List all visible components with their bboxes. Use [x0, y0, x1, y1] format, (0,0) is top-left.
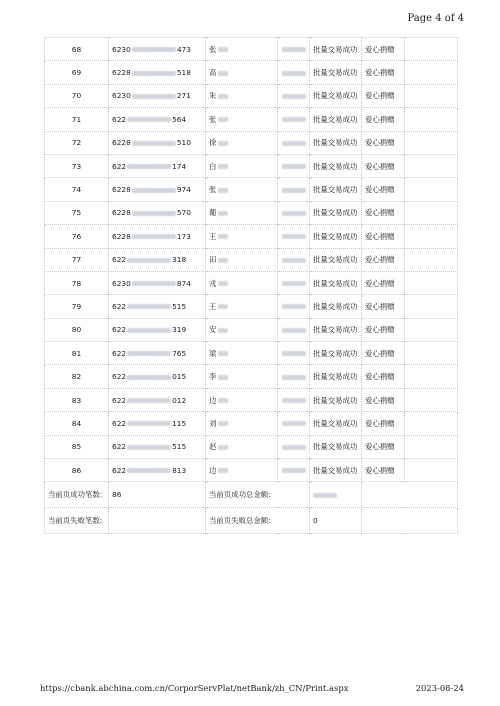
table-row — [45, 154, 458, 177]
redacted-name — [218, 281, 228, 286]
payee-name — [206, 271, 278, 294]
amount — [278, 318, 310, 341]
row-number: 86 — [45, 459, 109, 482]
empty-cell — [405, 38, 458, 61]
account-number — [109, 201, 206, 224]
payee-surname: 张 — [209, 185, 217, 195]
amount — [278, 84, 310, 107]
purpose: 爱心捐赠 — [362, 388, 405, 411]
status: 批量交易成功 — [310, 388, 362, 411]
account-number — [109, 248, 206, 271]
account-prefix: 622 — [112, 442, 127, 452]
redacted-amount — [282, 188, 306, 193]
purpose: 爱心捐赠 — [362, 271, 405, 294]
account-suffix: 515 — [172, 301, 187, 311]
status: 批量交易成功 — [310, 201, 362, 224]
amount — [278, 131, 310, 154]
table-row — [45, 248, 458, 271]
account-prefix: 6228 — [112, 68, 131, 78]
account-number — [109, 108, 206, 131]
row-number: 80 — [45, 318, 109, 341]
purpose: 爱心捐赠 — [362, 178, 405, 201]
redacted-digits — [127, 164, 171, 169]
account-prefix: 622 — [112, 372, 127, 382]
payee-surname: 葡 — [209, 208, 217, 218]
purpose: 爱心捐赠 — [362, 365, 405, 388]
account-suffix: 173 — [176, 231, 191, 241]
success-count-value: 86 — [109, 482, 206, 508]
row-number: 69 — [45, 61, 109, 84]
row-number: 70 — [45, 84, 109, 107]
account-prefix: 622 — [112, 255, 127, 265]
account-suffix: 015 — [172, 372, 187, 382]
redacted-name — [218, 234, 228, 239]
table-row — [45, 412, 458, 435]
status: 批量交易成功 — [310, 61, 362, 84]
payee-name — [206, 154, 278, 177]
account-suffix: 012 — [172, 395, 187, 405]
purpose: 爱心捐赠 — [362, 435, 405, 458]
summary-section — [45, 482, 458, 534]
account-prefix: 622 — [112, 114, 127, 124]
payee-name — [206, 412, 278, 435]
table-row — [45, 459, 458, 482]
payee-name — [206, 178, 278, 201]
purpose: 爱心捐赠 — [362, 459, 405, 482]
purpose: 爱心捐赠 — [362, 225, 405, 248]
payee-surname: 白 — [209, 161, 217, 171]
amount — [278, 178, 310, 201]
empty-cell — [405, 388, 458, 411]
row-number: 68 — [45, 38, 109, 61]
payee-surname: 梁 — [209, 348, 217, 358]
amount — [278, 412, 310, 435]
empty-cell — [405, 271, 458, 294]
payee-surname: 安 — [209, 325, 217, 335]
redacted-amount — [282, 94, 306, 99]
redacted-name — [218, 304, 228, 309]
account-prefix: 6230 — [112, 278, 131, 288]
empty-cell — [405, 318, 458, 341]
table-row — [45, 365, 458, 388]
payee-name — [206, 131, 278, 154]
status: 批量交易成功 — [310, 154, 362, 177]
redacted-amount — [282, 117, 306, 122]
redacted-name — [218, 351, 228, 356]
redacted-amount — [282, 47, 306, 52]
account-prefix: 622 — [112, 348, 127, 358]
account-suffix: 564 — [172, 114, 187, 124]
amount — [278, 248, 310, 271]
amount — [278, 108, 310, 131]
redacted-digits — [127, 445, 171, 450]
redacted-amount — [282, 141, 306, 146]
redacted-name — [218, 94, 228, 99]
transaction-rows — [45, 38, 458, 482]
account-number — [109, 225, 206, 248]
amount — [278, 61, 310, 84]
redacted-digits — [127, 351, 171, 356]
purpose: 爱心捐赠 — [362, 84, 405, 107]
payee-name — [206, 295, 278, 318]
account-suffix: 510 — [176, 138, 191, 148]
purpose: 爱心捐赠 — [362, 131, 405, 154]
account-number — [109, 342, 206, 365]
account-suffix: 473 — [176, 44, 191, 54]
payee-surname: 张 — [209, 44, 217, 54]
account-prefix: 622 — [112, 465, 127, 475]
row-number: 78 — [45, 271, 109, 294]
redacted-amount — [282, 71, 306, 76]
empty-cell — [405, 131, 458, 154]
purpose: 爱心捐赠 — [362, 38, 405, 61]
payee-name — [206, 108, 278, 131]
account-prefix: 622 — [112, 301, 127, 311]
account-number — [109, 131, 206, 154]
purpose: 爱心捐赠 — [362, 318, 405, 341]
payee-surname: 高 — [209, 68, 217, 78]
amount — [278, 225, 310, 248]
account-suffix: 974 — [176, 185, 191, 195]
payee-name — [206, 61, 278, 84]
status: 批量交易成功 — [310, 365, 362, 388]
account-number — [109, 154, 206, 177]
footer-url: https://cbank.abchina.com.cn/CorporServPlat/netBank/zh_CN/Print.aspx — [40, 683, 349, 693]
redacted-digits — [127, 258, 171, 263]
purpose: 爱心捐赠 — [362, 154, 405, 177]
redacted-name — [218, 398, 228, 403]
account-suffix: 271 — [176, 91, 191, 101]
fail-amount-value: 0 — [310, 508, 362, 534]
redacted-digits — [132, 234, 176, 239]
redacted-digits — [132, 47, 176, 52]
summary-row-success — [45, 482, 458, 508]
amount — [278, 295, 310, 318]
account-prefix: 6228 — [112, 185, 131, 195]
payee-surname: 赵 — [209, 442, 217, 452]
empty-cell — [405, 248, 458, 271]
account-prefix: 622 — [112, 325, 127, 335]
account-prefix: 6228 — [112, 208, 131, 218]
status: 批量交易成功 — [310, 459, 362, 482]
redacted-amount — [313, 493, 337, 498]
payee-name — [206, 201, 278, 224]
empty-cell — [405, 201, 458, 224]
redacted-amount — [282, 164, 306, 169]
redacted-amount — [282, 304, 306, 309]
redacted-amount — [282, 351, 306, 356]
purpose: 爱心捐赠 — [362, 248, 405, 271]
row-number: 71 — [45, 108, 109, 131]
redacted-amount — [282, 328, 306, 333]
empty-cell — [405, 295, 458, 318]
row-number: 81 — [45, 342, 109, 365]
row-number: 72 — [45, 131, 109, 154]
payee-name — [206, 225, 278, 248]
redacted-digits — [127, 328, 171, 333]
amount — [278, 201, 310, 224]
payee-name — [206, 365, 278, 388]
status: 批量交易成功 — [310, 225, 362, 248]
payee-name — [206, 435, 278, 458]
payee-surname: 李 — [209, 372, 217, 382]
account-number — [109, 295, 206, 318]
table-row — [45, 271, 458, 294]
redacted-name — [218, 421, 228, 426]
table-row — [45, 318, 458, 341]
redacted-digits — [132, 71, 176, 76]
redacted-name — [218, 71, 228, 76]
redacted-name — [218, 188, 228, 193]
account-suffix: 874 — [176, 278, 191, 288]
redacted-digits — [132, 141, 176, 146]
success-count-label: 当前页成功笔数: — [45, 482, 109, 508]
status: 批量交易成功 — [310, 318, 362, 341]
payee-name — [206, 342, 278, 365]
row-number: 79 — [45, 295, 109, 318]
amount — [278, 459, 310, 482]
account-prefix: 6228 — [112, 231, 131, 241]
purpose: 爱心捐赠 — [362, 108, 405, 131]
redacted-name — [218, 258, 228, 263]
status: 批量交易成功 — [310, 108, 362, 131]
redacted-name — [218, 445, 228, 450]
redacted-digits — [127, 375, 171, 380]
row-number: 73 — [45, 154, 109, 177]
redacted-amount — [282, 421, 306, 426]
empty-cell — [405, 342, 458, 365]
account-number — [109, 365, 206, 388]
amount — [278, 271, 310, 294]
purpose: 爱心捐赠 — [362, 61, 405, 84]
account-prefix: 6230 — [112, 91, 131, 101]
empty-cell — [405, 61, 458, 84]
payee-surname: 刘 — [209, 418, 217, 428]
account-suffix: 115 — [172, 418, 187, 428]
redacted-amount — [282, 398, 306, 403]
account-number — [109, 388, 206, 411]
row-number: 75 — [45, 201, 109, 224]
row-number: 82 — [45, 365, 109, 388]
payee-name — [206, 38, 278, 61]
account-number — [109, 84, 206, 107]
redacted-name — [218, 47, 228, 52]
payee-surname: 王 — [209, 301, 217, 311]
summary-empty-cell — [362, 482, 458, 508]
purpose: 爱心捐赠 — [362, 295, 405, 318]
payee-surname: 王 — [209, 231, 217, 241]
payee-surname: 徐 — [209, 138, 217, 148]
account-suffix: 318 — [172, 255, 187, 265]
fail-count-value — [109, 508, 206, 534]
payee-name — [206, 318, 278, 341]
account-number — [109, 178, 206, 201]
empty-cell — [405, 84, 458, 107]
payee-name — [206, 459, 278, 482]
redacted-digits — [127, 117, 171, 122]
status: 批量交易成功 — [310, 412, 362, 435]
purpose: 爱心捐赠 — [362, 201, 405, 224]
amount — [278, 154, 310, 177]
payee-surname: 戎 — [209, 278, 217, 288]
table-row — [45, 61, 458, 84]
account-number — [109, 412, 206, 435]
fail-amount-label: 当前页失败总金额: — [206, 508, 310, 534]
status: 批量交易成功 — [310, 248, 362, 271]
amount — [278, 365, 310, 388]
account-prefix: 622 — [112, 418, 127, 428]
amount — [278, 388, 310, 411]
account-number — [109, 318, 206, 341]
table-row — [45, 201, 458, 224]
account-number — [109, 271, 206, 294]
account-suffix: 174 — [172, 161, 187, 171]
purpose: 爱心捐赠 — [362, 412, 405, 435]
account-suffix: 813 — [172, 465, 187, 475]
payee-surname: 田 — [209, 255, 217, 265]
status: 批量交易成功 — [310, 271, 362, 294]
redacted-name — [218, 468, 228, 473]
redacted-digits — [127, 421, 171, 426]
redacted-name — [218, 328, 228, 333]
account-suffix: 319 — [172, 325, 187, 335]
summary-row-fail — [45, 508, 458, 534]
fail-count-label: 当前页失败笔数: — [45, 508, 109, 534]
status: 批量交易成功 — [310, 342, 362, 365]
empty-cell — [405, 178, 458, 201]
account-number — [109, 61, 206, 84]
footer-date: 2023-08-24 — [415, 683, 464, 693]
redacted-digits — [127, 468, 171, 473]
payee-name — [206, 388, 278, 411]
redacted-digits — [132, 188, 176, 193]
table-row — [45, 178, 458, 201]
empty-cell — [405, 154, 458, 177]
account-suffix: 570 — [176, 208, 191, 218]
redacted-digits — [132, 94, 176, 99]
redacted-amount — [282, 375, 306, 380]
empty-cell — [405, 435, 458, 458]
empty-cell — [405, 459, 458, 482]
table-row — [45, 84, 458, 107]
payee-name — [206, 84, 278, 107]
account-prefix: 622 — [112, 161, 127, 171]
account-number — [109, 435, 206, 458]
table-row — [45, 108, 458, 131]
status: 批量交易成功 — [310, 295, 362, 318]
status: 批量交易成功 — [310, 38, 362, 61]
account-suffix: 515 — [172, 442, 187, 452]
account-prefix: 6230 — [112, 44, 131, 54]
redacted-digits — [127, 304, 171, 309]
payee-surname: 边 — [209, 395, 217, 405]
page-indicator: Page 4 of 4 — [407, 13, 464, 24]
row-number: 77 — [45, 248, 109, 271]
row-number: 76 — [45, 225, 109, 248]
row-number: 85 — [45, 435, 109, 458]
redacted-amount — [282, 211, 306, 216]
account-number — [109, 38, 206, 61]
row-number: 83 — [45, 388, 109, 411]
summary-empty-cell — [362, 508, 458, 534]
empty-cell — [405, 365, 458, 388]
redacted-amount — [282, 258, 306, 263]
table-row — [45, 38, 458, 61]
row-number: 74 — [45, 178, 109, 201]
status: 批量交易成功 — [310, 435, 362, 458]
account-suffix: 765 — [172, 348, 187, 358]
account-number — [109, 459, 206, 482]
row-number: 84 — [45, 412, 109, 435]
redacted-name — [218, 141, 228, 146]
redacted-digits — [127, 398, 171, 403]
redacted-amount — [282, 234, 306, 239]
table-row — [45, 435, 458, 458]
status: 批量交易成功 — [310, 84, 362, 107]
account-suffix: 518 — [176, 68, 191, 78]
success-amount-label: 当前页成功总金额: — [206, 482, 310, 508]
redacted-digits — [132, 281, 176, 286]
table-row — [45, 295, 458, 318]
status: 批量交易成功 — [310, 178, 362, 201]
redacted-digits — [132, 211, 176, 216]
payee-name — [206, 248, 278, 271]
transaction-table — [44, 37, 458, 534]
redacted-amount — [282, 468, 306, 473]
account-prefix: 6228 — [112, 138, 131, 148]
amount — [278, 342, 310, 365]
redacted-name — [218, 164, 228, 169]
empty-cell — [405, 108, 458, 131]
redacted-amount — [282, 445, 306, 450]
empty-cell — [405, 225, 458, 248]
status: 批量交易成功 — [310, 131, 362, 154]
table-row — [45, 342, 458, 365]
table-row — [45, 225, 458, 248]
redacted-name — [218, 375, 228, 380]
success-amount-value — [310, 482, 362, 508]
amount — [278, 435, 310, 458]
redacted-amount — [282, 281, 306, 286]
payee-surname: 朱 — [209, 91, 217, 101]
table-row — [45, 388, 458, 411]
redacted-name — [218, 117, 228, 122]
payee-surname: 张 — [209, 114, 217, 124]
account-prefix: 622 — [112, 395, 127, 405]
empty-cell — [405, 412, 458, 435]
redacted-name — [218, 211, 228, 216]
purpose: 爱心捐赠 — [362, 342, 405, 365]
amount — [278, 38, 310, 61]
table-row — [45, 131, 458, 154]
payee-surname: 边 — [209, 465, 217, 475]
